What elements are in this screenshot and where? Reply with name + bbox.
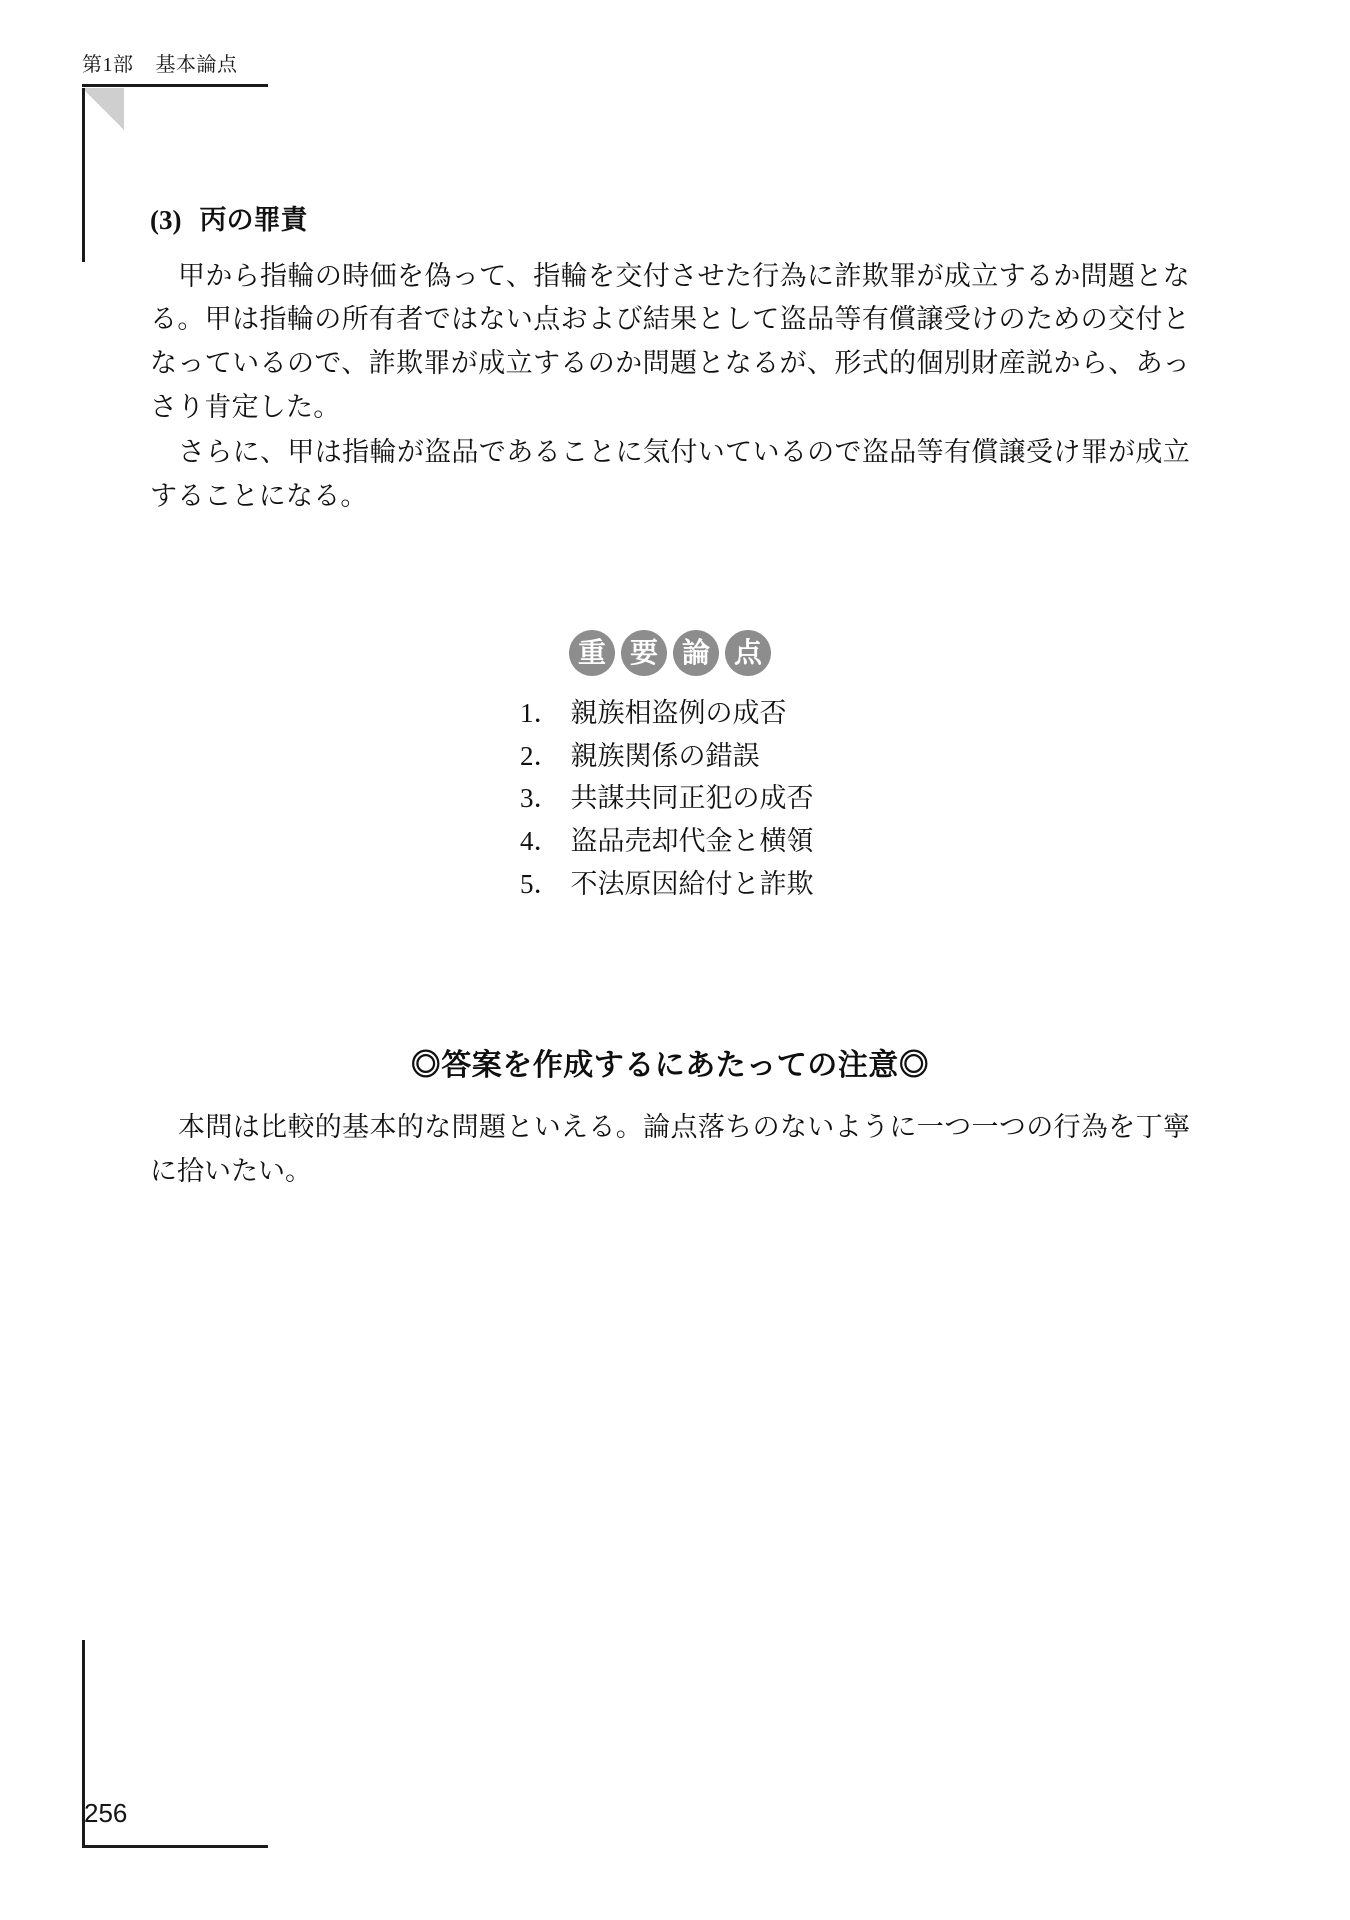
list-item-index: 4． <box>520 825 561 856</box>
corner-fold-decoration <box>82 88 124 130</box>
badge-glyph: 点 <box>725 630 771 676</box>
running-head <box>82 48 238 77</box>
footer-rule <box>82 1845 268 1848</box>
list-item <box>150 777 1190 820</box>
running-head-part: 第1部 <box>82 54 134 76</box>
badge-glyph: 要 <box>621 630 667 676</box>
notice-body: 本問は比較的基本的な問題といえる。論点落ちのないように一つ一つの行為を丁寧に拾いたい。 <box>150 1112 1190 1186</box>
list-item-label: 不法原因給付と詐欺 <box>570 868 814 899</box>
section-title: 丙の罪責 <box>199 205 308 235</box>
list-item-index: 5． <box>520 868 561 899</box>
list-item <box>150 820 1190 863</box>
section-number: (3) <box>150 205 182 235</box>
list-item-label: 親族関係の錯誤 <box>570 740 760 771</box>
running-head-title: 基本論点 <box>155 54 238 76</box>
notice-block <box>150 1040 1190 1193</box>
list-item <box>150 863 1190 906</box>
list-item-index: 2． <box>520 740 561 771</box>
section-body <box>150 200 1190 521</box>
badge-glyph: 論 <box>673 630 719 676</box>
notice-title: ◎答案を作成するにあたっての注意◎ <box>410 1049 930 1082</box>
list-item <box>150 692 1190 735</box>
important-points-list <box>150 692 1190 905</box>
paragraph: さらに、甲は指輪が盗品であることに気付いているので盗品等有償譲受け罪が成立することになる。 <box>150 437 1190 512</box>
paragraph: 甲から指輪の時価を偽って、指輪を交付させた行為に詐欺罪が成立するか問題となる。甲は指輪の所有者ではない点および結果として盗品等有償譲受けのための交付となっているので、詐欺罪が成立するのか問題となるが、形式的個別財産説から、あっさり肯定した。 <box>150 260 1190 422</box>
left-margin-rule-top <box>82 88 85 262</box>
list-item-index: 1． <box>520 698 561 728</box>
list-item-label: 共謀共同正犯の成否 <box>570 783 814 814</box>
list-item-index: 3． <box>520 783 561 814</box>
important-points-block <box>150 630 1190 905</box>
list-item <box>150 735 1190 778</box>
section-heading <box>150 200 1190 241</box>
badge-glyph: 重 <box>569 630 615 676</box>
header-rule <box>82 84 268 87</box>
list-item-label: 盗品売却代金と横領 <box>570 825 814 856</box>
page-number: 256 <box>84 1798 128 1828</box>
important-points-title <box>150 630 1190 676</box>
list-item-label: 親族相盗例の成否 <box>570 698 787 728</box>
